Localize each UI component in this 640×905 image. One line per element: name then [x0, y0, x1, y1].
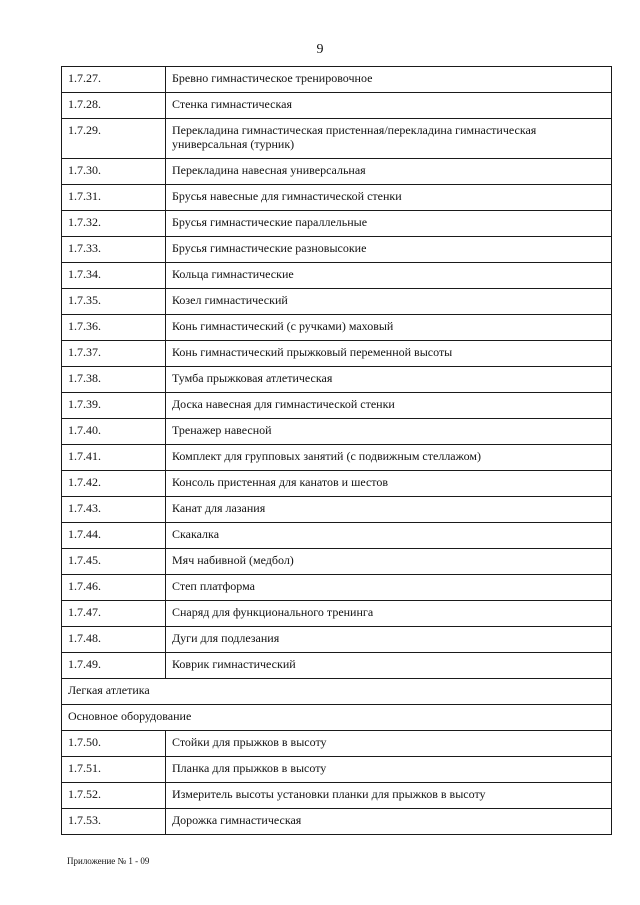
table-row	[62, 393, 612, 419]
table-row	[62, 237, 612, 263]
item-number: 1.7.44.	[62, 523, 166, 549]
item-number: 1.7.39.	[62, 393, 166, 419]
table-row	[62, 601, 612, 627]
table-row	[62, 419, 612, 445]
item-number: 1.7.38.	[62, 367, 166, 393]
equipment-table	[61, 66, 612, 835]
item-number: 1.7.46.	[62, 575, 166, 601]
table-row	[62, 289, 612, 315]
item-name: Стойки для прыжков в высоту	[166, 731, 612, 757]
item-number: 1.7.53.	[62, 809, 166, 835]
item-number: 1.7.51.	[62, 757, 166, 783]
item-number: 1.7.27.	[62, 67, 166, 93]
table-row	[62, 185, 612, 211]
item-number: 1.7.33.	[62, 237, 166, 263]
item-name: Коврик гимнастический	[166, 653, 612, 679]
item-name: Кольца гимнастические	[166, 263, 612, 289]
table-row	[62, 67, 612, 93]
item-name: Дуги для подлезания	[166, 627, 612, 653]
item-number: 1.7.41.	[62, 445, 166, 471]
item-name: Конь гимнастический (с ручками) маховый	[166, 315, 612, 341]
item-name: Перекладина гимнастическая пристенная/перекладина гимнастическая универсальная (турник)	[166, 119, 612, 159]
item-name: Комплект для групповых занятий (с подвижным стеллажом)	[166, 445, 612, 471]
table-row	[62, 783, 612, 809]
item-name: Тумба прыжковая атлетическая	[166, 367, 612, 393]
item-number: 1.7.29.	[62, 119, 166, 159]
table-row	[62, 93, 612, 119]
table-row	[62, 809, 612, 835]
item-number: 1.7.30.	[62, 159, 166, 185]
table-row	[62, 119, 612, 159]
item-name: Брусья гимнастические разновысокие	[166, 237, 612, 263]
item-number: 1.7.50.	[62, 731, 166, 757]
item-number: 1.7.52.	[62, 783, 166, 809]
item-name: Степ платформа	[166, 575, 612, 601]
item-name: Консоль пристенная для канатов и шестов	[166, 471, 612, 497]
table-row	[62, 341, 612, 367]
table-row	[62, 575, 612, 601]
table-row	[62, 653, 612, 679]
item-name: Дорожка гимнастическая	[166, 809, 612, 835]
item-name: Снаряд для функционального тренинга	[166, 601, 612, 627]
table-row	[62, 159, 612, 185]
item-number: 1.7.31.	[62, 185, 166, 211]
item-number: 1.7.28.	[62, 93, 166, 119]
table-row	[62, 757, 612, 783]
table-row	[62, 263, 612, 289]
item-number: 1.7.42.	[62, 471, 166, 497]
item-name: Козел гимнастический	[166, 289, 612, 315]
page-number: 9	[316, 42, 324, 57]
item-name: Перекладина навесная универсальная	[166, 159, 612, 185]
section-heading-row	[62, 679, 612, 705]
item-number: 1.7.32.	[62, 211, 166, 237]
item-name: Брусья навесные для гимнастической стенки	[166, 185, 612, 211]
item-name: Стенка гимнастическая	[166, 93, 612, 119]
item-name: Скакалка	[166, 523, 612, 549]
item-name: Планка для прыжков в высоту	[166, 757, 612, 783]
item-name: Тренажер навесной	[166, 419, 612, 445]
section-heading: Легкая атлетика	[62, 679, 612, 705]
item-name: Брусья гимнастические параллельные	[166, 211, 612, 237]
item-name: Измеритель высоты установки планки для прыжков в высоту	[166, 783, 612, 809]
item-number: 1.7.35.	[62, 289, 166, 315]
item-number: 1.7.34.	[62, 263, 166, 289]
table-row	[62, 445, 612, 471]
item-number: 1.7.47.	[62, 601, 166, 627]
page-footer: Приложение № 1 - 09	[67, 856, 150, 866]
item-number: 1.7.36.	[62, 315, 166, 341]
table-row	[62, 523, 612, 549]
table-row	[62, 315, 612, 341]
table-row	[62, 471, 612, 497]
item-number: 1.7.40.	[62, 419, 166, 445]
table-row	[62, 497, 612, 523]
table-row	[62, 211, 612, 237]
subsection-heading-row	[62, 705, 612, 731]
item-number: 1.7.37.	[62, 341, 166, 367]
item-number: 1.7.45.	[62, 549, 166, 575]
subsection-heading: Основное оборудование	[62, 705, 612, 731]
table-row	[62, 549, 612, 575]
item-name: Доска навесная для гимнастической стенки	[166, 393, 612, 419]
item-number: 1.7.49.	[62, 653, 166, 679]
item-number: 1.7.48.	[62, 627, 166, 653]
table-row	[62, 627, 612, 653]
table-row	[62, 367, 612, 393]
item-number: 1.7.43.	[62, 497, 166, 523]
item-name: Конь гимнастический прыжковый переменной высоты	[166, 341, 612, 367]
item-name: Канат для лазания	[166, 497, 612, 523]
item-name: Мяч набивной (медбол)	[166, 549, 612, 575]
item-name: Бревно гимнастическое тренировочное	[166, 67, 612, 93]
table-row	[62, 731, 612, 757]
